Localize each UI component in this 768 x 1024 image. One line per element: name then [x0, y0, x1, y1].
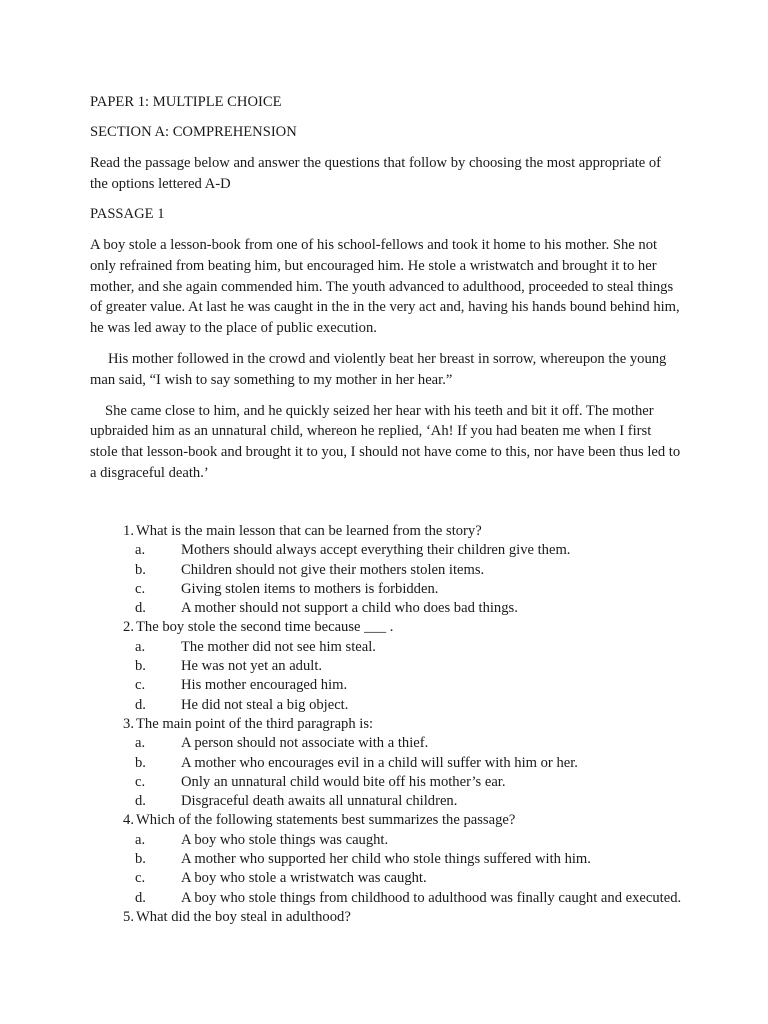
option-letter: b.: [135, 561, 146, 578]
option-text: A person should not associate with a thief.: [181, 735, 429, 752]
option-item: [90, 638, 690, 657]
option-letter: b.: [135, 851, 146, 868]
option-text: Giving stolen items to mothers is forbidden.: [181, 580, 439, 597]
question-text: What did the boy steal in adulthood?: [136, 908, 351, 925]
section-heading: SECTION A: COMPREHENSION: [90, 124, 297, 140]
document-body: [90, 92, 682, 483]
question-text: The boy stole the second time because ___ .: [136, 619, 394, 636]
option-text: A mother should not support a child who does bad things.: [181, 600, 518, 617]
question-list: [90, 522, 690, 927]
option-item: [90, 696, 690, 715]
option-text: Disgraceful death awaits all unnatural children.: [181, 793, 458, 810]
passage-paragraph-2: His mother followed in the crowd and violently beat her breast in sorrow, whereupon the young man said, “I wish to say something to my mother in her hear.”: [90, 350, 667, 388]
question-text: What is the main lesson that can be learned from the story?: [136, 523, 482, 539]
question-item: [90, 908, 690, 927]
option-letter: a.: [135, 831, 146, 848]
option-item: [90, 850, 690, 869]
option-item: [90, 792, 690, 811]
option-item: [90, 561, 690, 580]
option-text: A mother who encourages evil in a child will suffer with him or her.: [181, 754, 578, 771]
option-letter: b.: [135, 658, 146, 675]
option-text: Mothers should always accept everything their children give them.: [181, 542, 571, 559]
option-letter: b.: [135, 754, 146, 771]
question-item: [90, 811, 690, 907]
option-text: A boy who stole things from childhood to adulthood was finally caught and executed.: [181, 889, 682, 906]
option-item: [90, 657, 690, 676]
question-number: 4.: [123, 812, 134, 829]
option-letter: c.: [135, 773, 146, 790]
option-item: [90, 754, 690, 773]
option-text: He was not yet an adult.: [181, 658, 323, 675]
passage-title: PASSAGE 1: [90, 206, 165, 223]
option-letter: c.: [135, 677, 146, 694]
option-letter: d.: [135, 793, 146, 810]
question-number: 2.: [123, 619, 134, 636]
question-text: The main point of the third paragraph is:: [136, 715, 374, 732]
question-text: Which of the following statements best summarizes the passage?: [136, 812, 516, 829]
option-letter: d.: [135, 889, 146, 906]
option-item: [90, 773, 690, 792]
question-item: [90, 522, 690, 618]
option-list: [90, 831, 690, 908]
option-letter: a.: [135, 542, 146, 559]
question-item: [90, 618, 690, 714]
option-text: A mother who supported her child who stole things suffered with him.: [181, 851, 591, 868]
option-item: [90, 580, 690, 599]
paper-heading: PAPER 1: MULTIPLE CHOICE: [90, 94, 282, 110]
question-number: 1.: [123, 523, 134, 539]
option-letter: a.: [135, 638, 146, 655]
question-item: [90, 715, 690, 811]
option-letter: c.: [135, 580, 146, 597]
option-item: [90, 734, 690, 753]
option-text: The mother did not see him steal.: [181, 638, 376, 655]
option-text: Only an unnatural child would bite off his mother’s ear.: [181, 773, 506, 790]
question-number: 3.: [123, 715, 134, 732]
instructions: Read the passage below and answer the questions that follow by choosing the most appropriate of the options lettered A-D: [90, 154, 662, 192]
option-item: [90, 869, 690, 888]
passage-paragraph-1: A boy stole a lesson-book from one of his school-fellows and took it home to his mother. She not only refrained from beating him, but encouraged him. He stole a wristwatch and brought it to her mother, and she again commended him. The youth advanced to adulthood, proceeded to steal things of greater value. At last he was caught in the in the very act and, having his hands bound behind him, he was led away to the place of public execution.: [90, 237, 680, 337]
passage-paragraph-3: She came close to him, and he quickly seized her hear with his teeth and bit it off. The mother upbraided him as an unnatural child, whereon he replied, ‘Ah! If you had beaten me when I first stole that lesson-book and brought it to you, I should not have come to this, nor have been thus led to a disgraceful death.’: [90, 402, 681, 481]
option-letter: c.: [135, 870, 146, 887]
option-letter: a.: [135, 735, 146, 752]
option-item: [90, 599, 690, 618]
option-list: [90, 541, 690, 618]
option-list: [90, 638, 690, 715]
option-item: [90, 831, 690, 850]
option-list: [90, 734, 690, 811]
option-text: His mother encouraged him.: [181, 677, 348, 694]
option-text: A boy who stole things was caught.: [181, 831, 389, 848]
option-letter: d.: [135, 696, 146, 713]
option-text: A boy who stole a wristwatch was caught.: [181, 870, 427, 887]
option-letter: d.: [135, 600, 146, 617]
option-item: [90, 889, 690, 908]
question-number: 5.: [123, 908, 134, 925]
option-item: [90, 676, 690, 695]
option-text: He did not steal a big object.: [181, 696, 349, 713]
option-text: Children should not give their mothers stolen items.: [181, 561, 485, 578]
option-item: [90, 541, 690, 560]
